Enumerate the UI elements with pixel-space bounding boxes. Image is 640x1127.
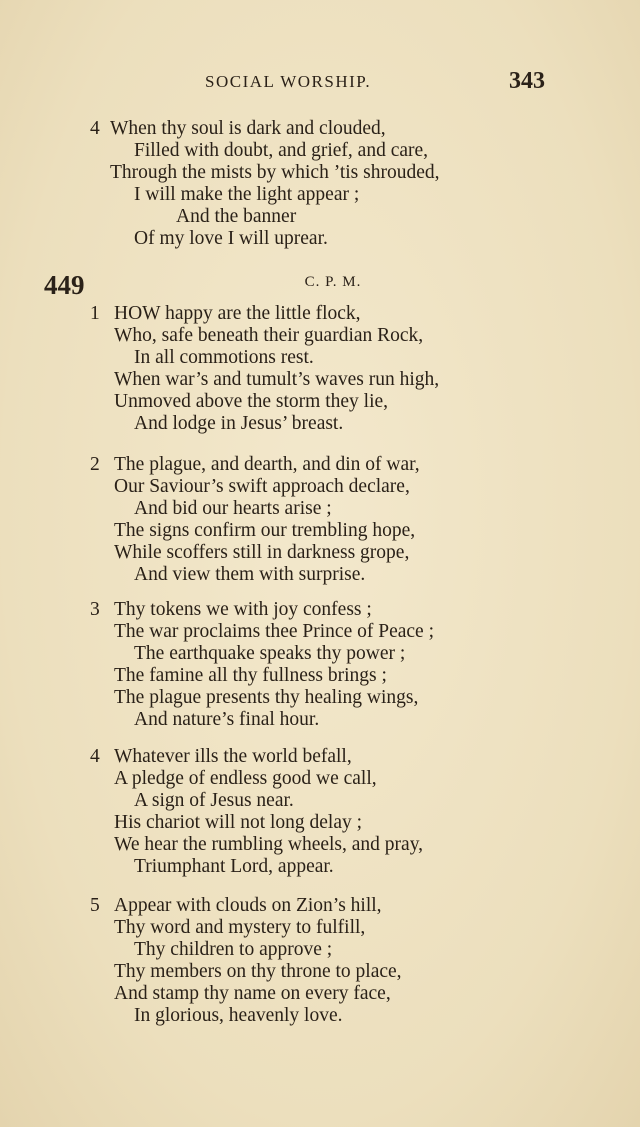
stanza-line: We hear the rumbling wheels, and pray,	[114, 834, 424, 855]
stanza-number: 3	[90, 599, 100, 620]
stanza-line: Who, safe beneath their guardian Rock,	[114, 325, 424, 346]
stanza-number: 5	[90, 895, 100, 916]
stanza-line: And lodge in Jesus’ breast.	[134, 413, 344, 434]
stanza-line: When war’s and tumult’s waves run high,	[114, 369, 440, 390]
hymn-meter	[0, 274, 640, 291]
stanza-line: And view them with surprise.	[134, 564, 366, 585]
stanza-2	[0, 454, 640, 586]
stanza-line: And the banner	[176, 206, 297, 227]
stanza-line: When thy soul is dark and clouded,	[110, 118, 386, 139]
stanza-line: Thy children to approve ;	[134, 939, 333, 960]
stanza-line: In glorious, heavenly love.	[134, 1005, 343, 1026]
stanza-line: A sign of Jesus near.	[134, 790, 294, 811]
stanza-line: Unmoved above the storm they lie,	[114, 391, 389, 412]
stanza-line: Our Saviour’s swift approach declare,	[114, 476, 410, 497]
stanza-line: And stamp thy name on every face,	[114, 983, 391, 1004]
stanza-line: Filled with doubt, and grief, and care,	[134, 140, 429, 161]
stanza-line: While scoffers still in darkness grope,	[114, 542, 410, 563]
meter-label: C. P. M.	[304, 274, 362, 290]
stanza-line: In all commotions rest.	[134, 347, 314, 368]
page-header	[0, 68, 640, 98]
stanza-line: Appear with clouds on Zion’s hill,	[114, 895, 382, 916]
stanza-line: The war proclaims thee Prince of Peace ;	[114, 621, 434, 642]
stanza-line: Thy word and mystery to fulfill,	[114, 917, 366, 938]
stanza-4	[0, 746, 640, 878]
stanza-line: The signs confirm our trembling hope,	[114, 520, 416, 541]
stanza-line: Of my love I will uprear.	[134, 228, 328, 249]
stanza-line: HOW happy are the little flock,	[114, 303, 361, 324]
hymn-number: 449	[44, 270, 85, 300]
prev-hymn-stanza-4	[0, 118, 640, 250]
page-number: 343	[509, 68, 545, 94]
stanza-5	[0, 895, 640, 1027]
stanza-3	[0, 599, 640, 731]
stanza-line: Thy tokens we with joy confess ;	[114, 599, 372, 620]
stanza-line: His chariot will not long delay ;	[114, 812, 363, 833]
stanza-line: And bid our hearts arise ;	[134, 498, 332, 519]
stanza-line: And nature’s final hour.	[134, 709, 320, 730]
running-head: SOCIAL WORSHIP.	[205, 72, 372, 91]
stanza-1	[0, 303, 640, 435]
stanza-line: Whatever ills the world befall,	[114, 746, 352, 767]
stanza-number: 4	[90, 746, 100, 767]
stanza-number: 4	[90, 118, 100, 139]
stanza-line: Thy members on thy throne to place,	[114, 961, 402, 982]
stanza-number: 2	[90, 454, 100, 475]
stanza-number: 1	[90, 303, 100, 324]
stanza-line: Through the mists by which ’tis shrouded,	[110, 162, 440, 183]
stanza-line: The plague, and dearth, and din of war,	[114, 454, 420, 475]
stanza-line: The earthquake speaks thy power ;	[134, 643, 406, 664]
stanza-line: I will make the light appear ;	[134, 184, 360, 205]
stanza-line: Triumphant Lord, appear.	[134, 856, 334, 877]
stanza-line: The plague presents thy healing wings,	[114, 687, 419, 708]
stanza-line: A pledge of endless good we call,	[114, 768, 377, 789]
stanza-line: The famine all thy fullness brings ;	[114, 665, 387, 686]
